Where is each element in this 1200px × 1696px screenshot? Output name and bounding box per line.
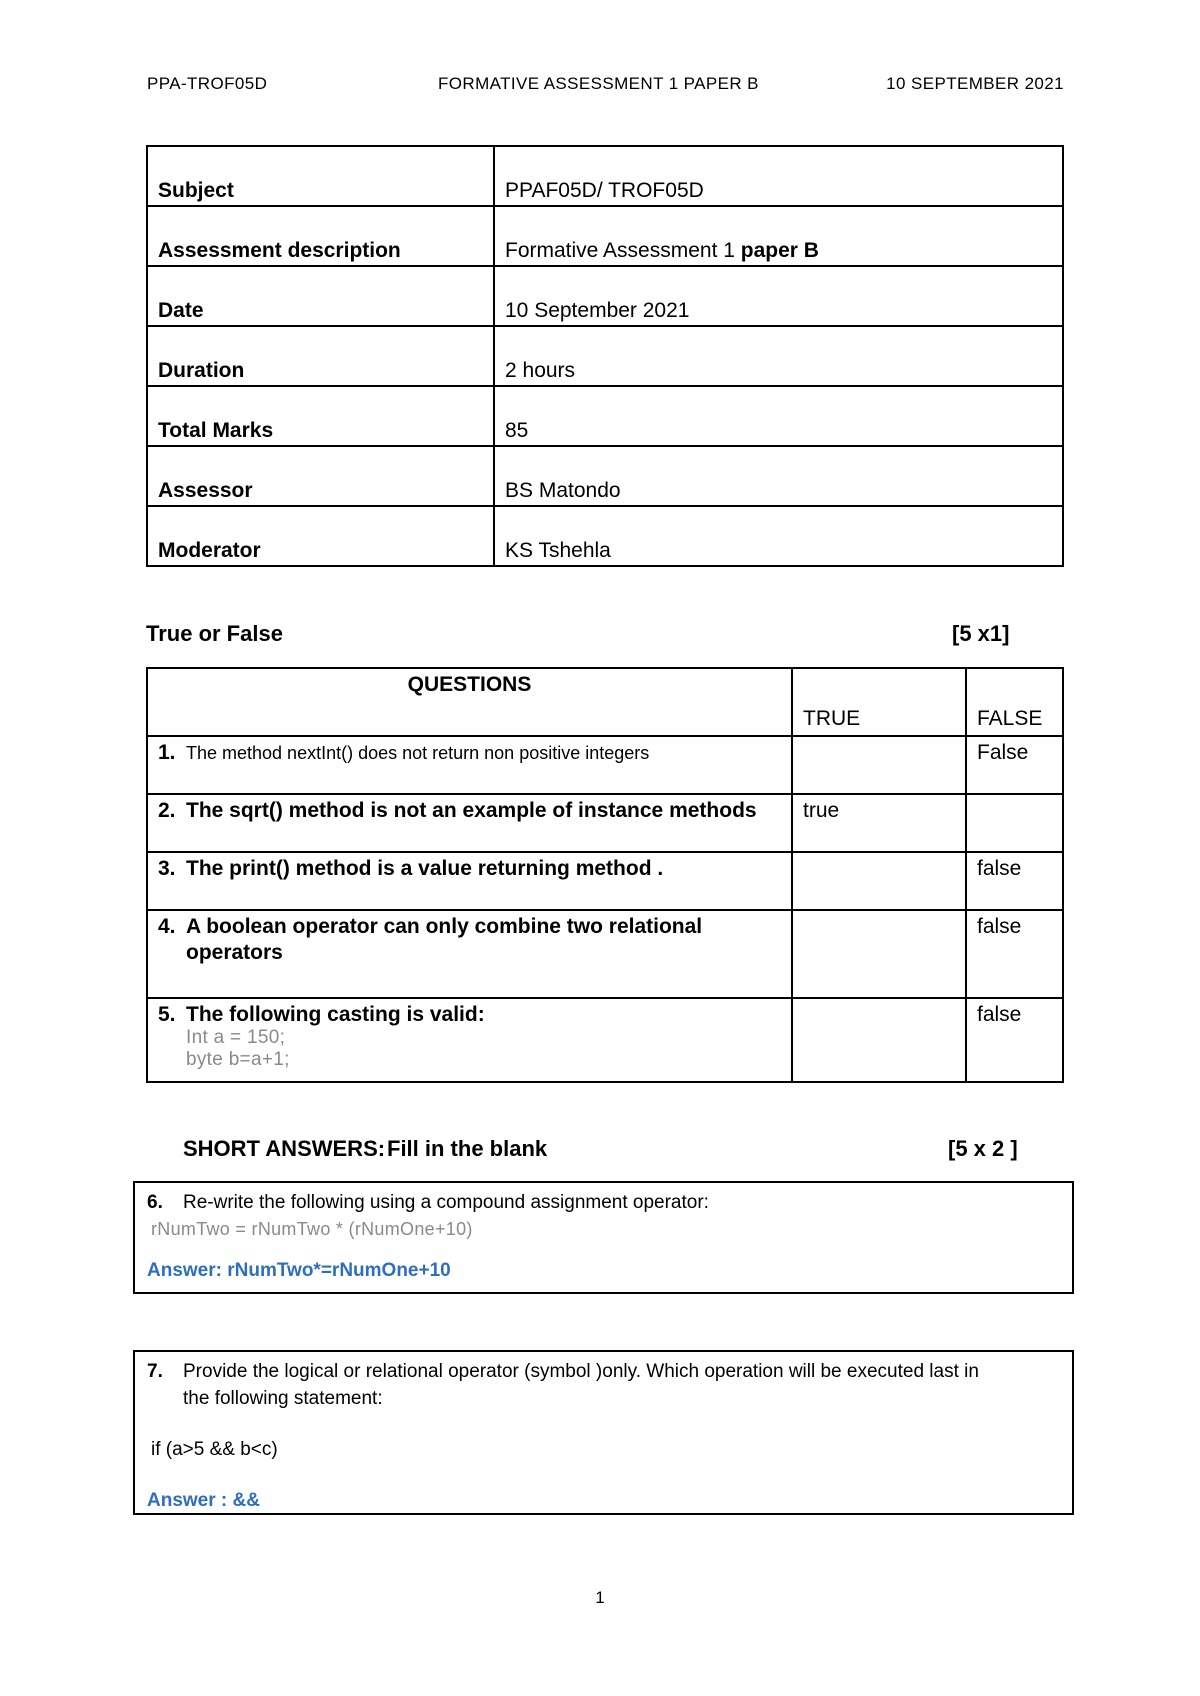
question-text: Re-write the following using a compound assignment operator: xyxy=(183,1192,709,1213)
short-answers-subtitle: Fill in the blank xyxy=(387,1136,548,1161)
info-value: 2 hours xyxy=(494,326,1063,386)
assessment-info-table xyxy=(146,145,1064,567)
info-row xyxy=(147,386,1063,446)
question-cell xyxy=(147,910,792,998)
question-text-continued: the following statement: xyxy=(183,1388,383,1409)
info-value: Formative Assessment 1 paper B xyxy=(494,206,1063,266)
question-number: 4. xyxy=(158,915,176,938)
info-label: Assessment description xyxy=(147,206,494,266)
question-text: The sqrt() method is not an example of instance methods xyxy=(186,799,757,822)
false-answer: False xyxy=(966,736,1063,794)
false-answer xyxy=(966,794,1063,852)
question-cell xyxy=(147,794,792,852)
info-label: Date xyxy=(147,266,494,326)
info-row xyxy=(147,206,1063,266)
col-true: TRUE xyxy=(792,668,966,736)
true-answer xyxy=(792,736,966,794)
false-answer: false xyxy=(966,852,1063,910)
info-value: KS Tshehla xyxy=(494,506,1063,566)
question-number: 5. xyxy=(158,1003,176,1026)
true-answer xyxy=(792,998,966,1082)
answer-text: Answer : && xyxy=(147,1490,260,1511)
code-line: byte b=a+1; xyxy=(186,1049,290,1070)
question-number: 1. xyxy=(158,741,176,764)
true-false-table xyxy=(146,667,1064,1083)
code-line: Int a = 150; xyxy=(186,1027,286,1048)
table-row xyxy=(147,736,1063,794)
true-answer xyxy=(792,852,966,910)
answer-text: Answer: rNumTwo*=rNumOne+10 xyxy=(147,1260,451,1281)
question-text: A boolean operator can only combine two relational xyxy=(186,915,703,938)
col-false: FALSE xyxy=(966,668,1063,736)
table-row xyxy=(147,852,1063,910)
header-date: 10 SEPTEMBER 2021 xyxy=(886,74,1064,93)
short-answers-title: SHORT ANSWERS: xyxy=(183,1136,386,1161)
question-text: Provide the logical or relational operator (symbol )only. Which operation will be executed last in xyxy=(183,1361,979,1382)
code-line: if (a>5 && b<c) xyxy=(151,1439,278,1460)
question-text: The following casting is valid: xyxy=(186,1003,485,1026)
true-false-title: True or False xyxy=(146,621,283,646)
code-line: rNumTwo = rNumTwo * (rNumOne+10) xyxy=(151,1219,473,1239)
table-header-row xyxy=(147,668,1063,736)
info-label: Total Marks xyxy=(147,386,494,446)
question-text-continued: operators xyxy=(186,941,283,964)
info-label: Moderator xyxy=(147,506,494,566)
info-row xyxy=(147,506,1063,566)
col-questions: QUESTIONS xyxy=(147,668,792,736)
info-label: Subject xyxy=(147,146,494,206)
info-label: Assessor xyxy=(147,446,494,506)
info-value: 10 September 2021 xyxy=(494,266,1063,326)
info-value: BS Matondo xyxy=(494,446,1063,506)
false-answer: false xyxy=(966,910,1063,998)
header-title: FORMATIVE ASSESSMENT 1 PAPER B xyxy=(438,74,759,93)
table-row xyxy=(147,794,1063,852)
true-answer: true xyxy=(792,794,966,852)
question-number: 3. xyxy=(158,857,176,880)
info-value: PPAF05D/ TROF05D xyxy=(494,146,1063,206)
page-number: 1 xyxy=(595,1588,605,1607)
question-cell xyxy=(147,998,792,1082)
question-cell xyxy=(147,852,792,910)
true-false-marks: [5 x1] xyxy=(952,621,1010,646)
info-value-bold: paper B xyxy=(740,239,819,262)
question-cell xyxy=(147,736,792,794)
question-6-box xyxy=(133,1181,1074,1294)
info-value: 85 xyxy=(494,386,1063,446)
short-answers-marks: [5 x 2 ] xyxy=(948,1136,1018,1161)
question-number: 7. xyxy=(147,1361,163,1382)
table-row xyxy=(147,910,1063,998)
true-answer xyxy=(792,910,966,998)
question-text: The method nextInt() does not return non positive integers xyxy=(186,743,650,763)
table-row xyxy=(147,998,1063,1082)
question-number: 6. xyxy=(147,1192,163,1213)
question-number: 2. xyxy=(158,799,176,822)
header-course-code: PPA-TROF05D xyxy=(147,74,268,93)
info-label: Duration xyxy=(147,326,494,386)
question-7-box xyxy=(133,1350,1074,1515)
false-answer: false xyxy=(966,998,1063,1082)
info-row xyxy=(147,266,1063,326)
info-row xyxy=(147,326,1063,386)
info-row xyxy=(147,446,1063,506)
question-text: The print() method is a value returning method . xyxy=(186,857,664,880)
info-row xyxy=(147,146,1063,206)
